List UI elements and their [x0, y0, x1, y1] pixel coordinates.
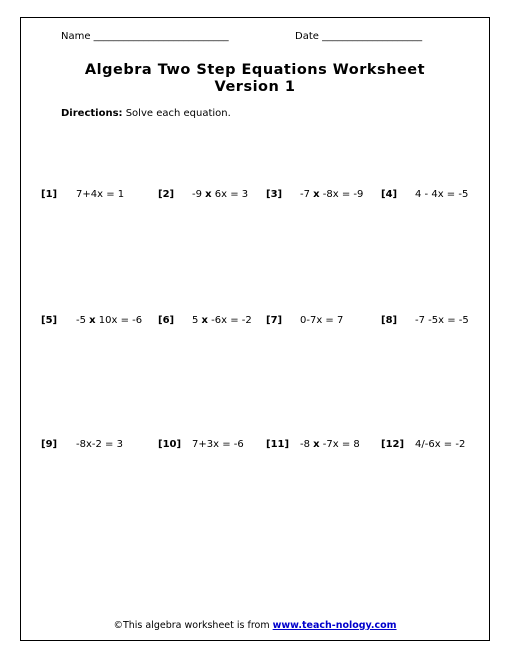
problem-number: [2] [158, 189, 175, 200]
directions [61, 108, 231, 119]
footer-credit [0, 620, 510, 631]
problem-number: [4] [381, 189, 398, 200]
date-field-line: Date ____________________ [295, 31, 423, 42]
directions-text: Solve each equation. [122, 108, 231, 119]
problem-number: [5] [41, 315, 58, 326]
worksheet-title: Algebra Two Step Equations Worksheet [84, 62, 426, 78]
problem-equation: -7 x -8x = -9 [300, 189, 364, 200]
problem-equation: -8 x -7x = 8 [300, 439, 360, 450]
problem-equation: 5 x -6x = -2 [192, 315, 252, 326]
problem-equation: -7 -5x = -5 [415, 315, 469, 326]
name-field-line: Name ___________________________ [61, 31, 229, 42]
problem-equation: 7+4x = 1 [76, 189, 125, 200]
directions-label: Directions: [61, 108, 123, 119]
problem-equation: 4 - 4x = -5 [415, 189, 469, 200]
problem-number: [10] [158, 439, 182, 450]
problem-equation: -8x-2 = 3 [76, 439, 123, 450]
problem-number: [8] [381, 315, 398, 326]
worksheet-version: Version 1 [214, 79, 296, 95]
teach-nology-link[interactable]: www.teach-nology.com [272, 620, 397, 631]
problem-number: [6] [158, 315, 175, 326]
footer-text: ©This algebra worksheet is from [113, 620, 273, 631]
problem-equation: -9 x 6x = 3 [192, 189, 249, 200]
problem-equation: 0-7x = 7 [300, 315, 344, 326]
problem-equation: 4/-6x = -2 [415, 439, 466, 450]
problem-number: [3] [266, 189, 283, 200]
problem-number: [11] [266, 439, 290, 450]
problem-number: [9] [41, 439, 58, 450]
problem-equation: -5 x 10x = -6 [76, 315, 143, 326]
problem-number: [7] [266, 315, 283, 326]
problem-equation: 7+3x = -6 [192, 439, 244, 450]
problem-number: [1] [41, 189, 58, 200]
problem-number: [12] [381, 439, 405, 450]
